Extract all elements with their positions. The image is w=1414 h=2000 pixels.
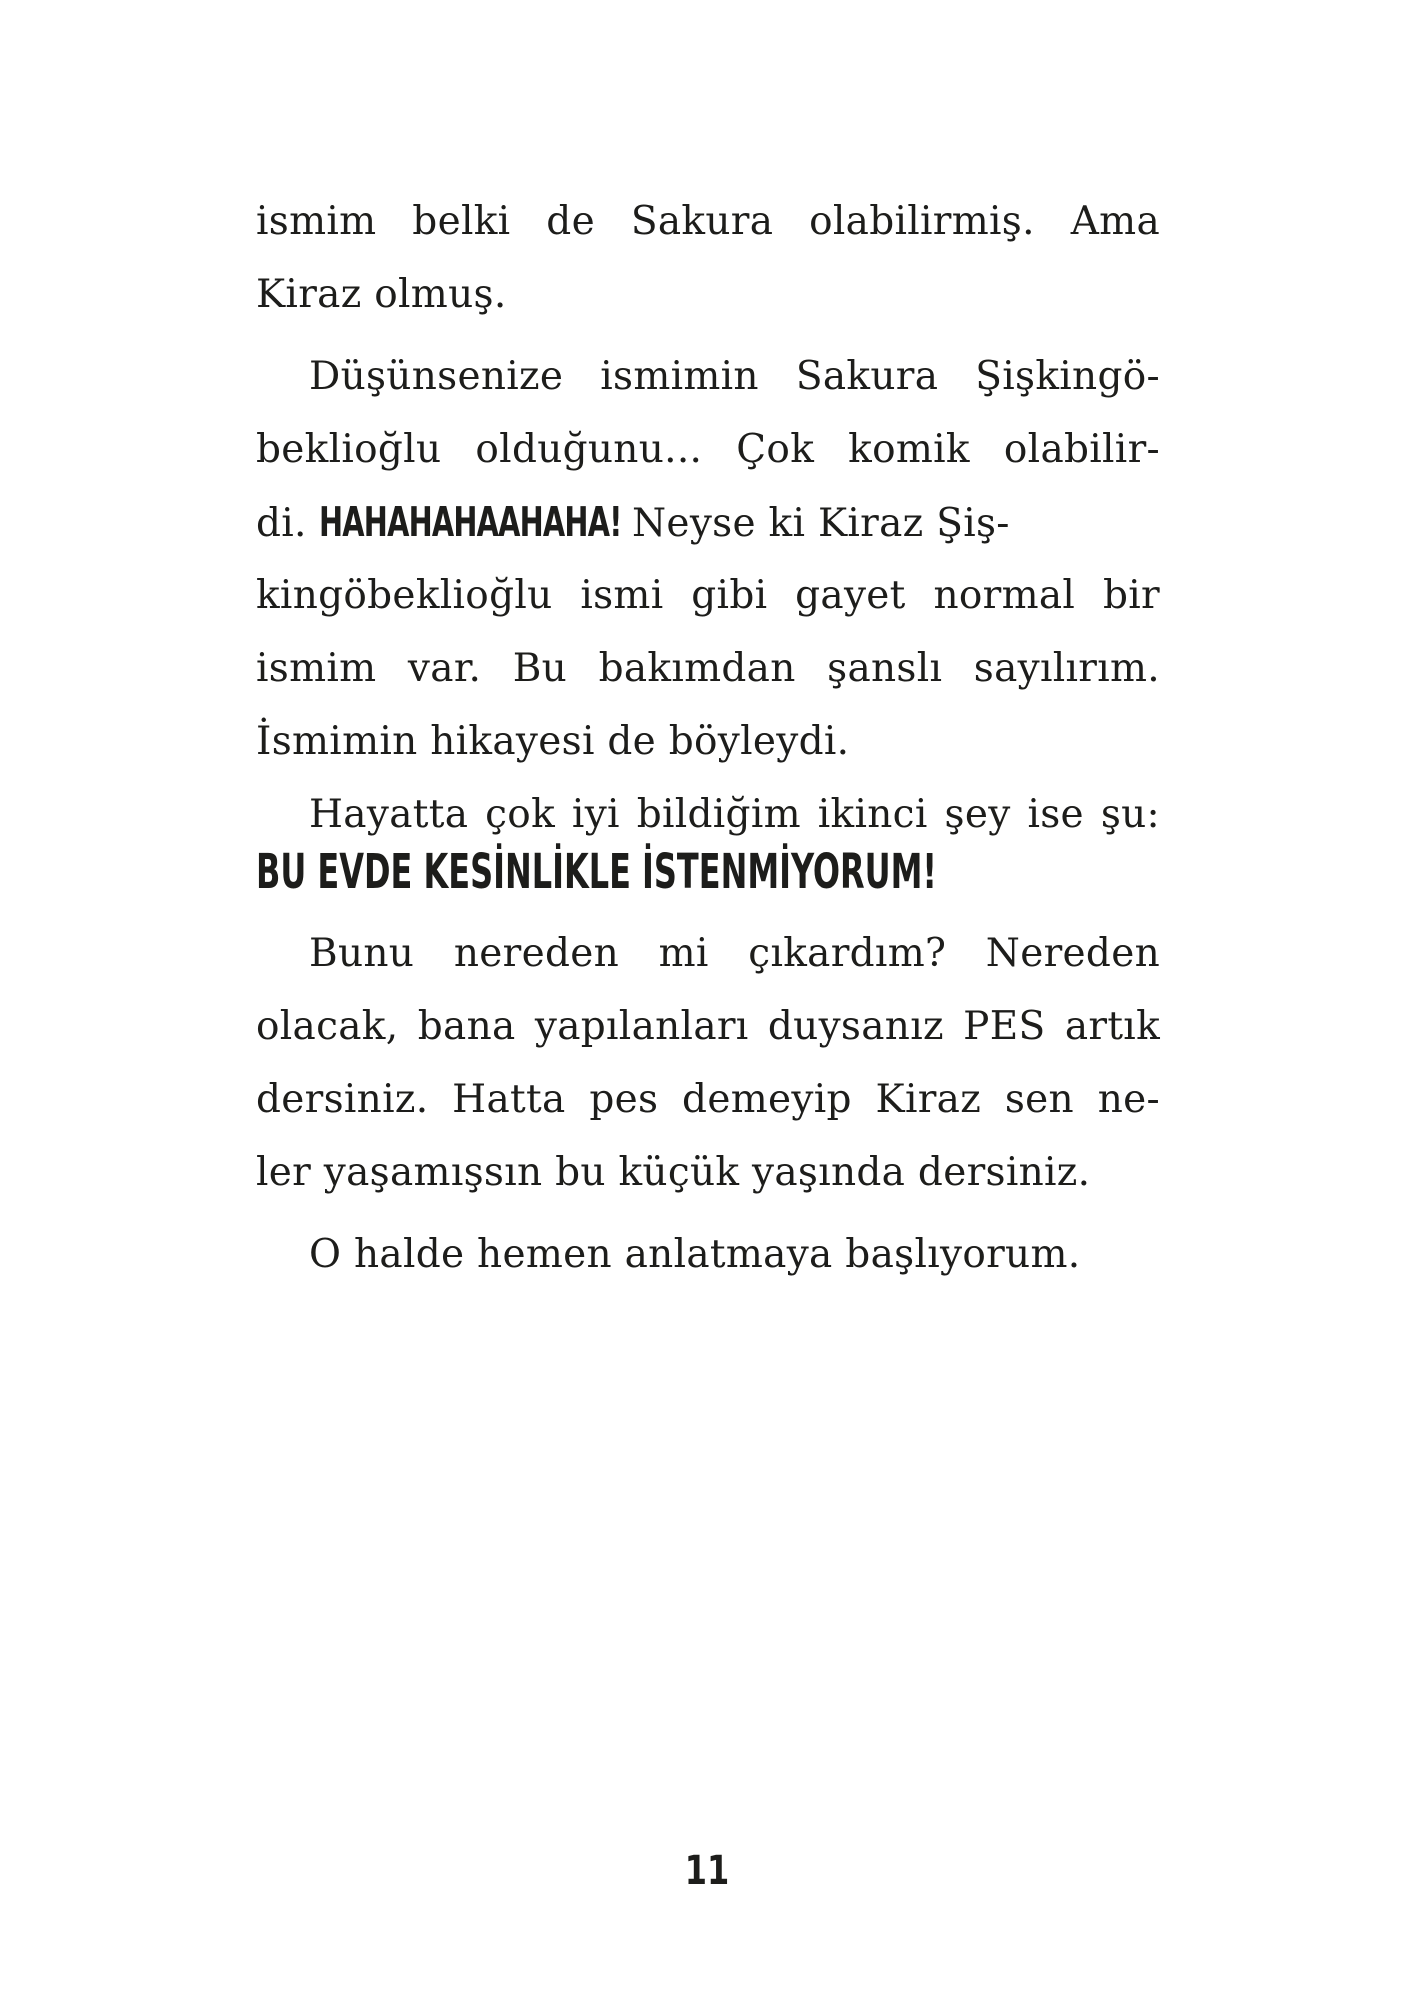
text-line-with-shout	[256, 486, 1160, 559]
paragraph	[256, 185, 1160, 331]
paragraph	[256, 787, 1160, 908]
laugh-shout: HAHAHAHAAHAHA!	[319, 498, 622, 546]
shout-line-wrapper	[256, 842, 1160, 908]
text-line: kingöbeklioğlu ismi gibi gayet normal bir	[256, 573, 1160, 618]
text-line: ismim var. Bu bakımdan şanslı sayılırım.	[256, 646, 1160, 691]
shout-line: BU EVDE KESİNLİKLE İSTENMİYORUM!	[256, 844, 937, 900]
text-line: Kiraz olmuş.	[256, 272, 507, 317]
page-number: 11	[684, 1848, 730, 1894]
text-line: ismim belki de Sakura olabilirmiş. Ama	[256, 199, 1160, 244]
paragraph	[256, 917, 1160, 1209]
paragraph	[256, 340, 1160, 778]
text-line: Bunu nereden mi çıkardım? Nereden	[309, 931, 1160, 976]
text-line: beklioğlu olduğunu... Çok komik olabilir-	[256, 427, 1160, 472]
text-line: ler yaşamışsın bu küçük yaşında dersiniz.	[256, 1150, 1091, 1195]
text-fragment: Neyse ki Kiraz Şiş-	[619, 501, 1010, 546]
text-line: O halde hemen anlatmaya başlıyorum.	[309, 1232, 1081, 1277]
text-line: Düşünsenize ismimin Sakura Şişkingö-	[309, 354, 1160, 399]
text-line: İsmimin hikayesi de böyleydi.	[256, 719, 850, 764]
text-line: olacak, bana yapılanları duysanız PES artık	[256, 1004, 1160, 1049]
body-text	[256, 185, 1160, 1300]
text-line: Hayatta çok iyi bildiğim ikinci şey ise şu:	[309, 792, 1160, 837]
text-line: dersiniz. Hatta pes demeyip Kiraz sen ne-	[256, 1077, 1160, 1122]
text-fragment: di.	[256, 501, 320, 546]
paragraph	[256, 1218, 1160, 1291]
